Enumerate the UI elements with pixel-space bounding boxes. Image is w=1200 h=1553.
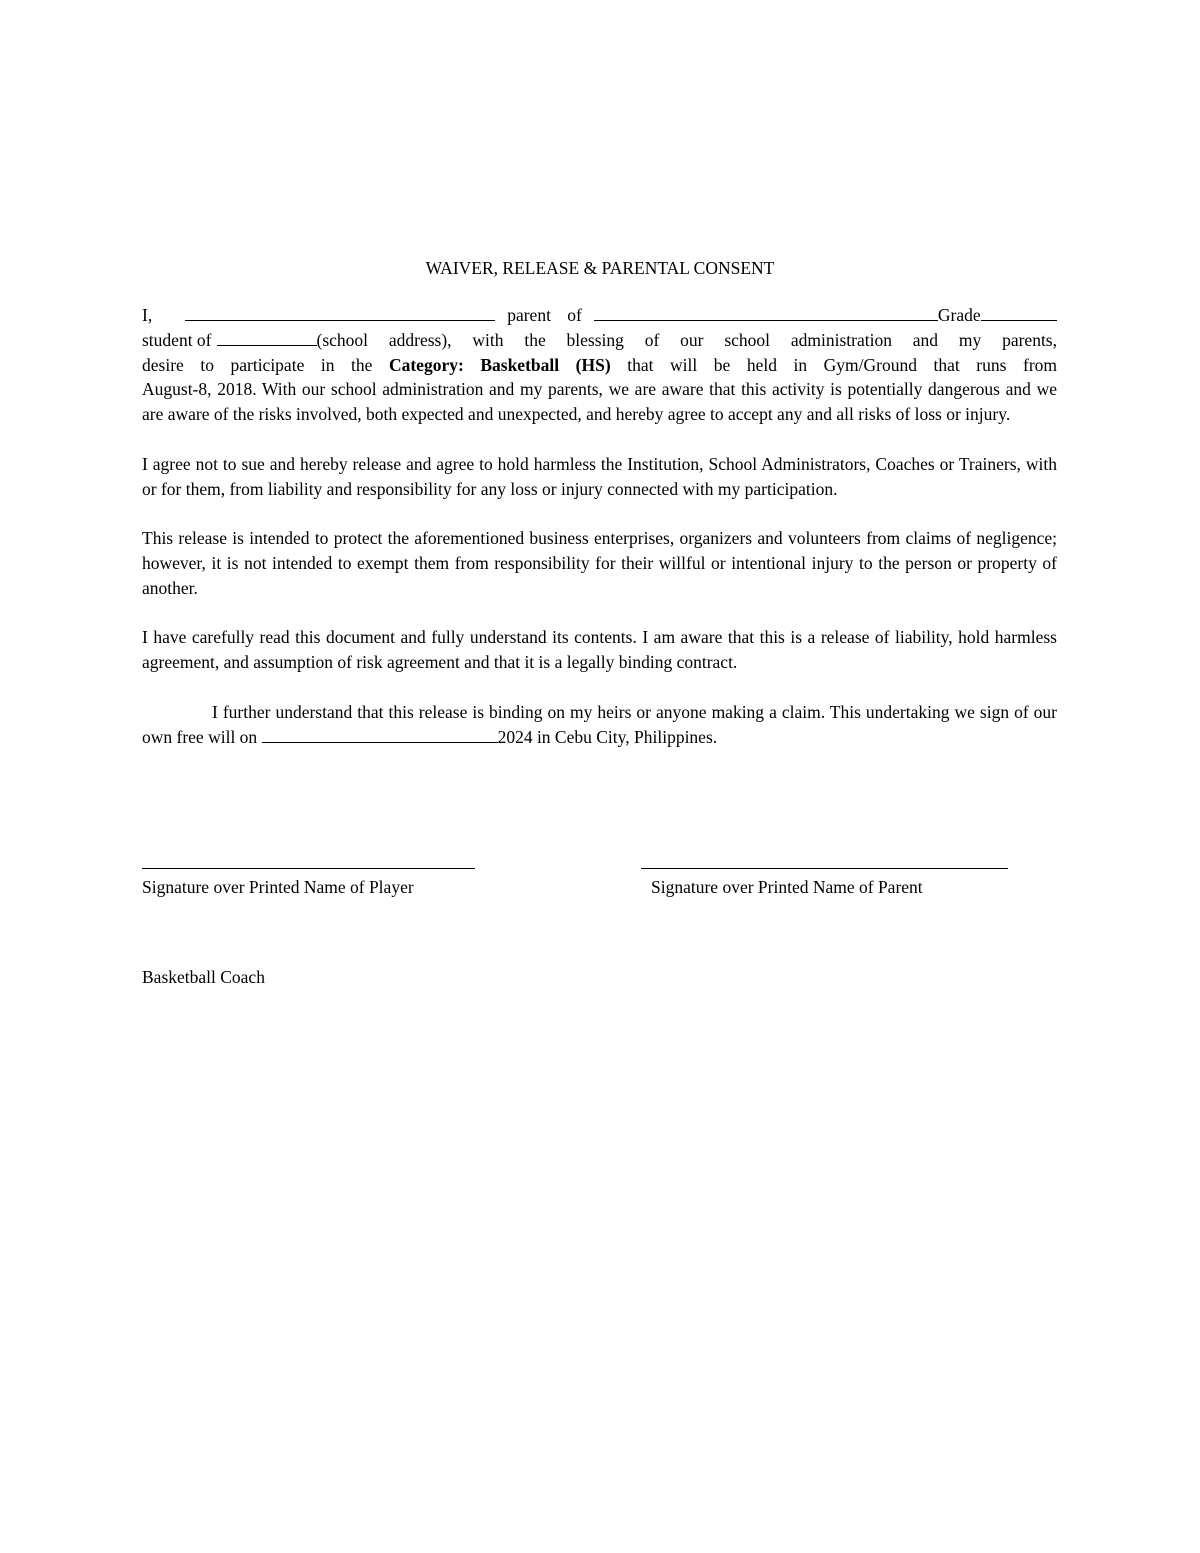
paragraph-consent bbox=[142, 303, 1057, 427]
player-signature-label: Signature over Printed Name of Player bbox=[142, 877, 414, 897]
text-held-in: that will be held in Gym/Ground that runs from bbox=[627, 354, 1058, 375]
document-title: WAIVER, RELEASE & PARENTAL CONSENT bbox=[425, 258, 775, 278]
consent-line-2 bbox=[142, 328, 1057, 353]
blank-grade[interactable] bbox=[981, 305, 1057, 321]
parent-signature-line[interactable] bbox=[641, 868, 1008, 869]
blank-date[interactable] bbox=[262, 727, 498, 743]
consent-line-1 bbox=[142, 303, 1057, 328]
text-binding: I further understand that this release is binding on my heirs or anyone making a claim. This undertaking we sign of our own free will on bbox=[142, 701, 1057, 747]
text-parent-of: parent of bbox=[507, 305, 582, 325]
paragraph-protection: This release is intended to protect the aforementioned business enterprises, organizers and volunteers from claims of negligence; however, it is not intended to exempt them from responsibility for their willful or intentional injury to the person or property of another. bbox=[142, 528, 1057, 598]
paragraph-release: I agree not to sue and hereby release and agree to hold harmless the Institution, School Administrators, Coaches or Trainers, with or for them, from liability and responsibility for any loss or injury connected with my participation. bbox=[142, 453, 1057, 499]
text-desire: desire to participate in the bbox=[142, 354, 373, 375]
consent-rest: August-8, 2018. With our school administration and my parents, we are aware that this activity is potentially dangerous and we are aware of the risks involved, both expected and unexpected, and hereby agree to accept any and all risks of loss or injury. bbox=[142, 379, 1057, 425]
parent-signature-label: Signature over Printed Name of Parent bbox=[651, 877, 923, 897]
text-location: 2024 in Cebu City, Philippines. bbox=[497, 726, 718, 747]
blank-parent-name[interactable] bbox=[185, 305, 495, 321]
consent-line-3 bbox=[142, 353, 1057, 378]
text-grade: Grade bbox=[937, 305, 981, 325]
text-student-of: student of bbox=[142, 329, 212, 350]
text-school-address: (school address), with the blessing of our school administration and my parents, bbox=[316, 329, 1057, 350]
category-label: Category: Basketball (HS) bbox=[388, 354, 611, 375]
paragraph-acknowledgement: I have carefully read this document and fully understand its contents. I am aware that this is a release of liability, hold harmless agreement, and assumption of risk agreement and that it is a legally binding contract. bbox=[142, 627, 1057, 673]
blank-student-name[interactable] bbox=[594, 305, 938, 321]
document-body bbox=[142, 303, 1057, 774]
text-i: I, bbox=[142, 305, 153, 325]
coach-label: Basketball Coach bbox=[142, 967, 265, 987]
paragraph-binding bbox=[142, 700, 1057, 750]
player-signature-line[interactable] bbox=[142, 868, 475, 869]
blank-school-address[interactable] bbox=[217, 330, 317, 346]
